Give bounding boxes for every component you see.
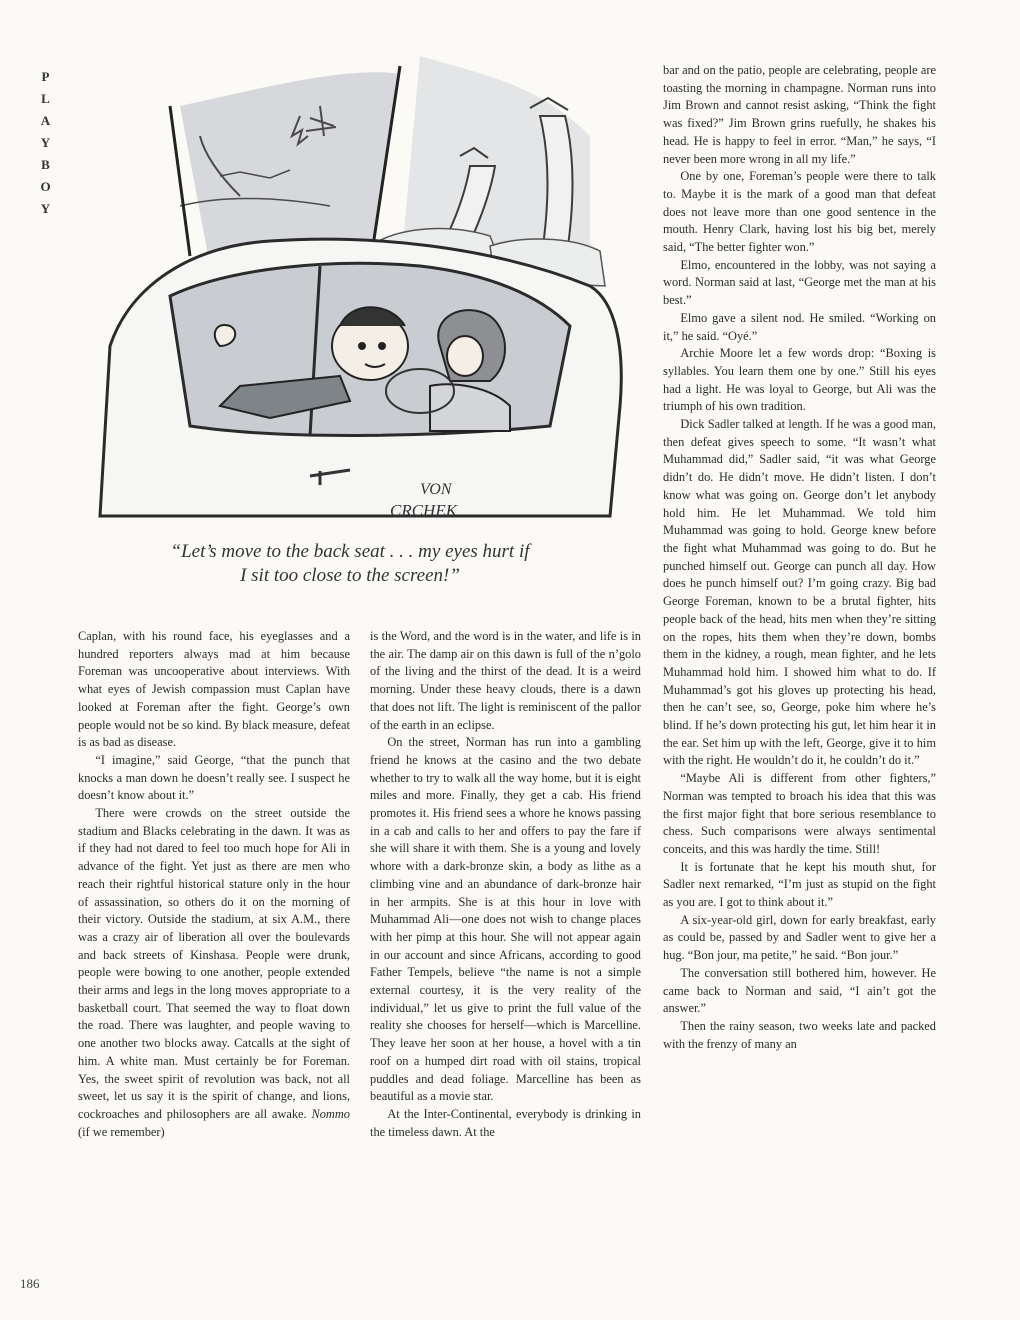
cartoon-illustration [70, 46, 630, 536]
paragraph [78, 805, 350, 1141]
paragraph-text: There were crowds on the street outside the stadium and Blacks celebrating in the dawn. It was as if they had not dared to feel too much hope for Ali in advance of the fight. Yet just as there are men who reach their rightful historical stature only in the hour of assassination, so others do it on the morning of their victory. Outside the stadium, at six A.M., there was a crazy air of liberation all over the boulevards and back streets of Kinshasa. People were drunk, people were bowing to one another, people extended their arms and legs in the long moves appropriate to a basketball court. That seemed the way to float down the road. There was laughter, and people waving to one another two blocks away. Catcalls at the sight of him. A white man. Must certainly be for Foreman. Yes, the sweet spirit of revolution was back, not all sweet, let us say it is the spirit of change, and lions, cockroaches and philosophers are all awake. [78, 806, 350, 1121]
caption-line: “Let’s move to the back seat . . . my eyes hurt if [170, 541, 530, 562]
paragraph: Archie Moore let a few words drop: “Boxing is syllables. You learn them one by one.” Still his eyes had a light. He was loyal to George, but Ali was the triumph of his own tradition. [663, 346, 936, 414]
magazine-letter: A [40, 113, 52, 128]
text-column-3 [663, 62, 936, 1053]
text-column-2 [370, 628, 641, 1141]
paragraph-tail: (if we remember) [78, 1124, 165, 1139]
magazine-letter: Y [40, 201, 52, 216]
magazine-letter: Y [40, 135, 52, 150]
paragraph: “I imagine,” said George, “that the punch that knocks a man down he doesn’t really see. I suspect he doesn’t know about it.” [78, 752, 350, 803]
paragraph: “Maybe Ali is different from other fighters,” Norman was tempted to broach his idea that this was the first major fight that bore serious resemblance to chess. Such comparisons were always sentimental conceits, and this was hardly the time. Still! [663, 771, 936, 856]
cartoon-caption [140, 540, 560, 588]
page-number: 186 [20, 1276, 40, 1291]
paragraph: One by one, Foreman’s people were there to talk to. Maybe it is the mark of a good man that defeat does not leave more than one good sentence in the mouth. Henry Clark, having lost his big bet, merely said, “The better fighter won.” [663, 169, 936, 255]
paragraph: The conversation still bothered him, however. He came back to Norman and said, “I ain’t got the answer.” [663, 965, 936, 1016]
paragraph: bar and on the patio, people are celebrating, people are toasting the morning in champagne. Norman runs into Jim Brown and cannot resist asking, “Think the fight was fixed?” Jim Brown grins ruefully, he shakes his head. He is happy to feel in error. “Man,” he says, “I never been more wrong in all my life.” [663, 63, 936, 166]
signature-line2: CRCHEK [390, 501, 458, 520]
caption-line: I sit too close to the screen!” [240, 565, 460, 586]
paragraph: Elmo, encountered in the lobby, was not saying a word. Norman said at last, “George met the man at his best.” [663, 257, 936, 308]
paragraph: It is fortunate that he kept his mouth shut, for Sadler next remarked, “I’m just as stupid on the fight as you are. I got to think about it.” [663, 859, 936, 910]
magazine-letter [34, 66, 58, 220]
paragraph: Then the rainy season, two weeks late and packed with the frenzy of many an [663, 1018, 936, 1051]
paragraph: Elmo gave a silent nod. He smiled. “Working on it,” he said. “Oyé.” [663, 310, 936, 343]
sky-wash [180, 72, 400, 266]
magazine-letter: O [40, 179, 52, 194]
signature-line1: VON [420, 481, 452, 498]
paragraph: On the street, Norman has run into a gambling friend he knows at the casino and the two debate whether to try to walk all the way home, but it is eight miles and more. Finally, they get a cab. His friend promotes it. His friend sees a whore he knows passing in a cab and calls to her and offers to pay the fare if she will share it with them. She is a young and lovely whore with a dark-bronze skin, a body as lithe as a climbing vine and an abundance of dark-bronze hair in her armpits. She is at this hour in love with Muhammad Ali—one does not wish to change places with her pimp at this hour. She will not appear again in our account and since Africans, according to good Father Tempels, believe “the name is not a simple external courtesy, it is the very reality of the individual,” let us give to print the full value of the reality she chooses for herself—which is Marcelline. They leave her soon at her house, a hovel with a tin roof on a humped dirt road with oil stains, tropical puddles and dead foliage. Marcelline has been as beautiful as a movie star. [370, 735, 641, 1104]
magazine-letter: B [41, 157, 51, 172]
magazine-name-vertical [34, 66, 58, 220]
italic-term: Nommo [311, 1106, 350, 1121]
paragraph: is the Word, and the word is in the water, and life is in the air. The damp air on this dawn is full of the n’golo of the living and the thirst of the dead. It is a weird morning. Under these heavy clouds, there is a dawn that does not lift. The light is reminiscent of the pallor of the earth in an eclipse. [370, 629, 641, 732]
paragraph: At the Inter-Continental, everybody is drinking in the timeless dawn. At the [370, 1106, 641, 1139]
magazine-letter: P [41, 69, 51, 84]
text-column-1 [78, 628, 350, 1141]
paragraph: A six-year-old girl, down for early breakfast, early as could be, passed by and Sadler went to give her a hug. “Bon jour, ma petite,” he said. “Bon jour.” [663, 912, 936, 963]
magazine-letter: L [41, 91, 51, 106]
paragraph: Caplan, with his round face, his eyeglasses and a hundred reporters always mad at him because Foreman was uncooperative about interviews. With what eyes of Jewish compassion must Caplan have looked at Foreman after the fight. George’s own people would not be so kind. By black measure, defeat is as bad as disease. [78, 629, 350, 750]
paragraph: Dick Sadler talked at length. If he was a good man, then defeat gives speech to some. “It wasn’t what Muhammad did,” Sadler said, “it was what George didn’t do. He didn’t move. He didn’t listen. I don’t know what was going on. George don’t let anybody hold him. He let Muhammad. We told him Muhammad was going to hold. George knew before the fight what Muhammad was going to do. But he punched himself out. George can punch all day. How does he punch himself out? I’m going crazy. Big bad George Foreman, known to be a brutal fighter, hits people back of the head, hits men when they’re sitting on the ropes, hits them when they’re down, bombs them in the kidney, a rough, mean fighter, and he lets Muhammad hold him. I showed him what to do. If Muhammad’s got his gloves up protecting his head, then he can’t see, so, George, poke him where he’s blind. If he’s down protecting his gut, let him hear it in the ear. Set him up with the left, George, give it to him with the right. He wouldn’t do it, he couldn’t do it.” [663, 417, 936, 768]
